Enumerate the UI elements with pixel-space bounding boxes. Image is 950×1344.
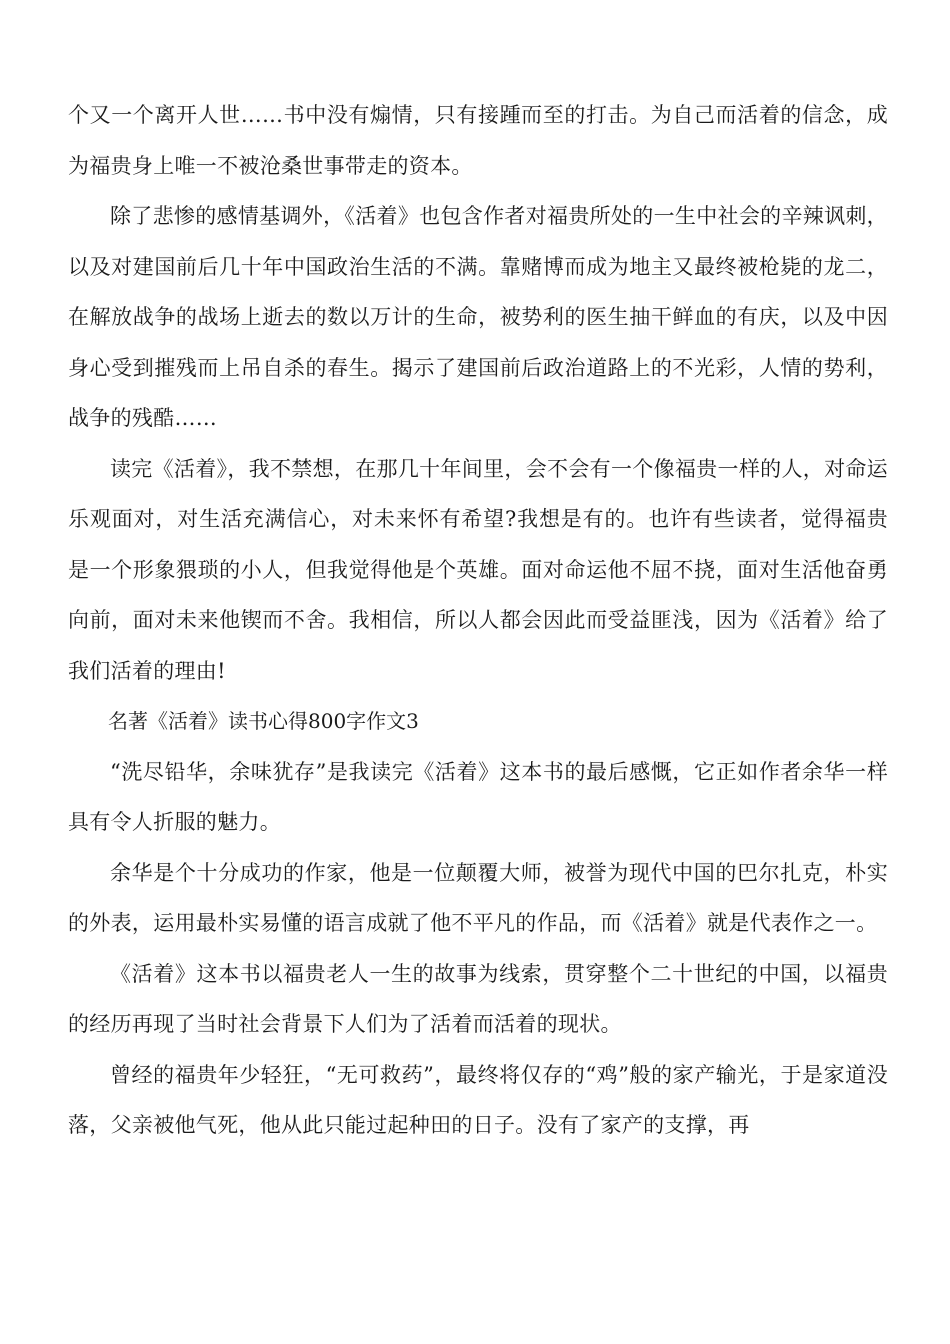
paragraph-fugui-youth: 曾经的福贵年少轻狂，“无可救药”，最终将仅存的“鸡”般的家产输光，于是家道没落，父亲被他气死，他从此只能过起种田的日子。没有了家产的支撑，再 [68,1062,888,1137]
paragraph-continued: 个又一个离开人世……书中没有煽情，只有接踵而至的打击。为自己而活着的信念，成为福贵身上唯一不被沧桑世事带走的资本。 [68,103,888,178]
section-heading: 名著《活着》读书心得800字作文3 [108,709,419,733]
paragraph-intro-quote: “洗尽铅华，余味犹存”是我读完《活着》这本书的最后感慨，它正如作者余华一样具有令人折服的魅力。 [68,759,888,834]
paragraph-satire: 除了悲惨的感情基调外，《活着》也包含作者对福贵所处的一生中社会的辛辣讽刺，以及对建国前后几十年中国政治生活的不满。靠赌博而成为地主又最终被枪毙的龙二，在解放战争的战场上逝去的数以万计的生命，被势利的医生抽干鲜血的有庆，以及中因身心受到摧残而上吊自杀的春生。揭示了建国前后政治道路上的不光彩，人情的势利，战争的残酷…… [68,204,888,430]
document-page [68,90,888,1151]
paragraph-author: 余华是个十分成功的作家，他是一位颠覆大师，被誉为现代中国的巴尔扎克，朴实的外表，运用最朴实易懂的语言成就了他不平凡的作品，而《活着》就是代表作之一。 [68,860,888,935]
paragraph-reflection: 读完《活着》，我不禁想，在那几十年间里，会不会有一个像福贵一样的人，对命运乐观面对，对生活充满信心，对未来怀有希望?我想是有的。也许有些读者，觉得福贵是一个形象猥琐的小人，但我觉得他是个英雄。面对命运他不屈不挠，面对生活他奋勇向前，面对未来他锲而不舍。我相信，所以人都会因此而受益匪浅，因为《活着》给了我们活着的理由! [68,456,888,683]
paragraph-summary: 《活着》这本书以福贵老人一生的故事为线索，贯穿整个二十世纪的中国，以福贵的经历再现了当时社会背景下人们为了活着而活着的现状。 [68,961,888,1036]
